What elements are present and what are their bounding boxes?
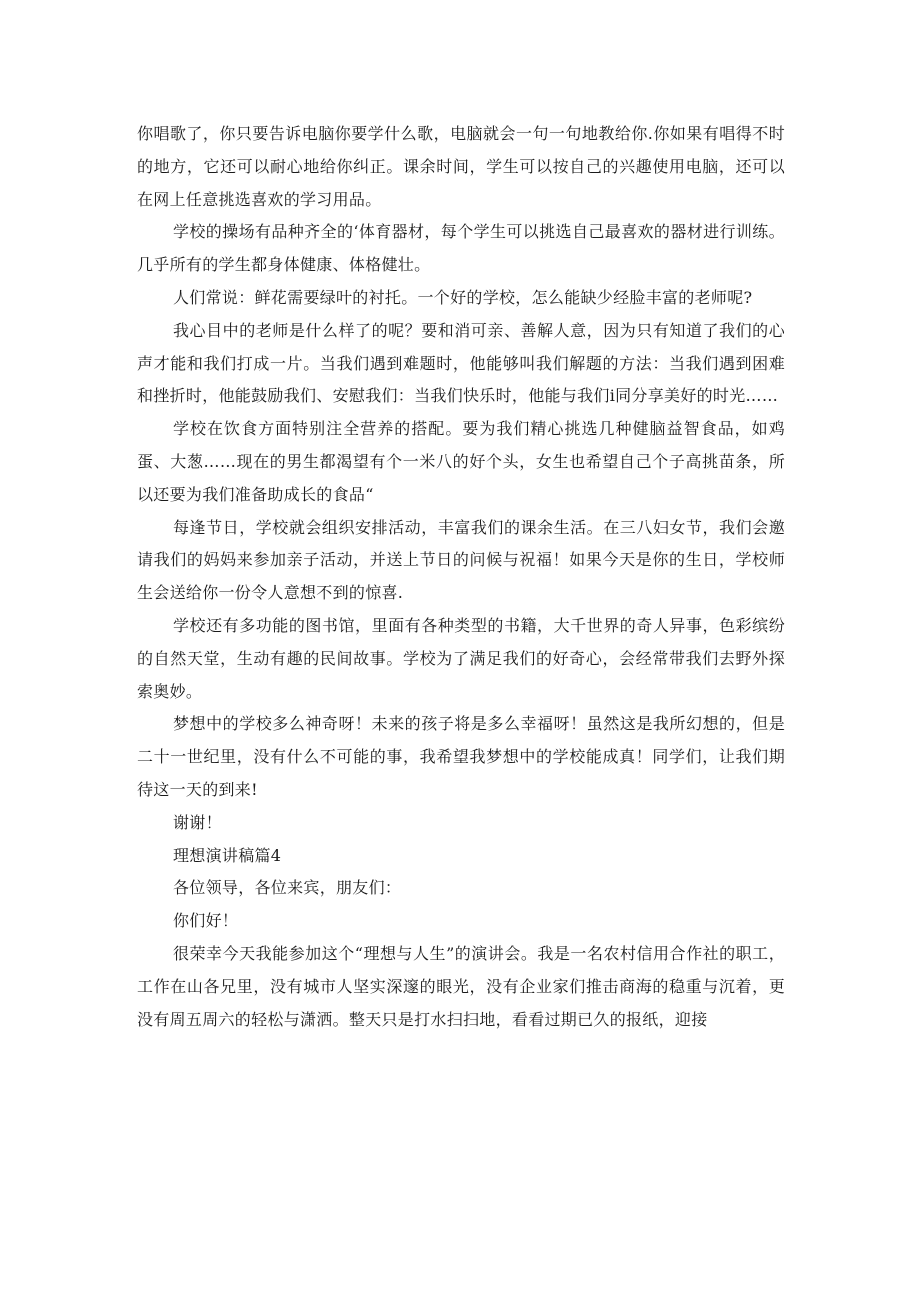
paragraph-greeting: 你们好！ bbox=[173, 911, 239, 931]
paragraph-nutrition: 学校在饮食方面特别注全营养的搭配。要为我们精心挑选几种健脑益智食品，如鸡蛋、大葱……现在的男生都渴望有个一米八的好个头，女生也希望自己个子高挑苗条，所以还要为我们准备助成长的食品“ bbox=[137, 419, 785, 504]
paragraph-dream-school: 梦想中的学校多么神奇呀！未来的孩子将是多么幸福呀！虽然这是我所幻想的，但是二十一世纪里，没有什么不可能的事，我希望我梦想中的学校能成真！同学们，让我们期待这一天的到来! bbox=[137, 714, 785, 799]
document-body bbox=[137, 118, 785, 1036]
paragraph-salutation: 各位领导，各位来宾，朋友们： bbox=[173, 878, 402, 898]
paragraph-ideal-teacher: 我心目中的老师是什么样了的呢？要和消可亲、善解人意，因为只有知道了我们的心声才能和我们打成一片。当我们遇到难题时，他能够叫我们解题的方法：当我们遇到困难和挫折时，他能鼓励我们、安慰我们：当我们快乐时，他能与我们i同分享美好的时光…… bbox=[137, 320, 785, 406]
paragraph-computer-singing: 你唱歌了，你只要告诉电脑你要学什么歌，电脑就会一句一句地教给你.你如果有唱得不时的地方，它还可以耐心地给你纠正。课余时间，学生可以按自己的兴趣使用电脑，还可以在网上任意挑选喜欢的学习用品。 bbox=[137, 124, 785, 209]
paragraph-green-leaves: 人们常说：鲜花需要绿叶的衬托。一个好的学校，怎么能缺少经脸丰富的老师呢? bbox=[173, 287, 753, 307]
paragraph-thanks: 谢谢！ bbox=[173, 812, 222, 832]
paragraph-festivals: 每逢节日，学校就会组织安排活动，丰富我们的课余生活。在三八妇女节，我们会邀请我们的妈妈来参加亲子活动，并送上节日的问候与祝福！如果今天是你的生日，学校师生会送给你一份令人意想不到的惊喜. bbox=[137, 517, 785, 603]
paragraph-speech-intro: 很荣幸今天我能参加这个“理想与人生”的演讲会。我是一名农村信用合作社的职工，工作在山各兄里，没有城市人坚实深邃的眼光，没有企业家们推击商海的稳重与沉着，更没有周五周六的轻松与潇洒。整天只是打水扫扫地，看看过期已久的报纸，迎接 bbox=[137, 943, 785, 1029]
section-heading: 理想演讲稿篇4 bbox=[173, 845, 282, 865]
paragraph-library: 学校还有多功能的图书馆，里面有各种类型的书籍，大千世界的奇人异事，色彩缤纷的自然天堂，生动有趣的民间故事。学校为了满足我们的好奇心，会经常带我们去野外探索奥妙。 bbox=[137, 615, 785, 701]
paragraph-sports-equipment: 学校的操场有品种齐全的‘体育器材，每个学生可以挑选自己最喜欢的器材进行训练。几乎所有的学生都身体健康、体格健壮。 bbox=[137, 222, 785, 275]
